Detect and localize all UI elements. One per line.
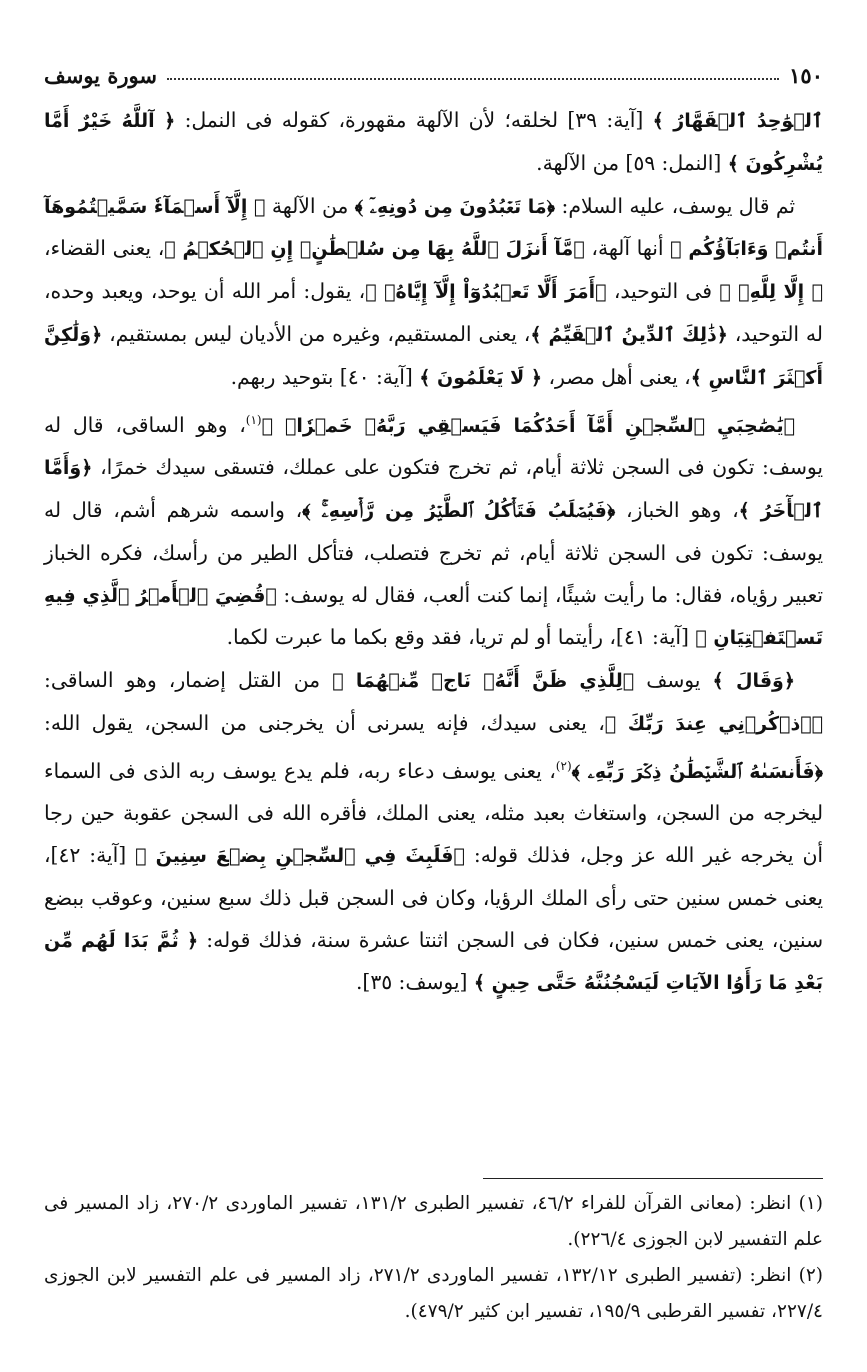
- commentary-text: [النمل: ٥٩] من الآلهة.: [536, 150, 728, 175]
- quran-quote: ﴿وَلَٰكِنَّ أَكۡثَرَ ٱلنَّاسِ ﴾: [44, 323, 823, 389]
- main-text: [44, 100, 823, 1005]
- commentary-text: ، يعنى القضاء،: [44, 236, 165, 261]
- page-number: ١٥٠: [789, 63, 823, 88]
- quran-quote: ﴿مَا تَعۡبُدُونَ مِن دُونِهِۦٓ ﴾: [354, 195, 556, 218]
- commentary-text: [آية: ٣٩] لخلقه؛ لأن الآلهة مقهورة، كقوله فى النمل:: [175, 108, 653, 132]
- commentary-text: من القتل إضمار، وهو الساقى:: [44, 668, 333, 693]
- paragraph: [44, 400, 823, 661]
- commentary-text: أنها آلهة،: [584, 236, 671, 261]
- quran-quote: ﴿ذَٰلِكَ ٱلدِّينُ ٱلۡقَيِّمُ ﴾: [530, 323, 728, 346]
- commentary-text: ، يقول: أمر الله أن يوحد، ويعبد وحده، له التوحيد،: [44, 279, 823, 346]
- commentary-text: فى التوحيد،: [606, 279, 720, 304]
- commentary-text: ، يعنى سيدك، فإنه يسرنى أن يخرجنى من السجن، يقول الله:: [44, 710, 605, 735]
- footnote-1: (١) انظر: (معانى القرآن للفراء ٤٦/٢، تفسير الطبرى ١٣١/٢، تفسير الماوردى ٢٧٠/٢، زاد المسير فى علم التفسير لابن الجوزى ٢٢٦/٤).: [44, 1193, 824, 1250]
- quran-quote: ﴿ إِلَّآ أَسۡمَآءٗ سَمَّيۡتُمُوهَآ أَنتُمۡ وَءَابَآؤُكُم ﴾: [44, 195, 824, 261]
- quran-quote: ﴿فَلَبِثَ فِي ٱلسِّجۡنِ بِضۡعَ سِنِينَ ﴾: [135, 845, 465, 868]
- running-head: [44, 52, 823, 88]
- footnote-marker: (٢): [555, 758, 572, 773]
- quran-quote: ﴿يَٰصَٰحِبَيِ ٱلسِّجۡنِ أَمَّآ أَحَدُكُمَا فَيَسۡقِي رَبَّهُۥ خَمۡرٗاۖ ﴾: [261, 414, 795, 437]
- quran-quote: ﴿فَيُصۡلَبُ فَتَأۡكُلُ ٱلطَّيۡرُ مِن رَّأۡسِهِۦۚ ﴾: [302, 499, 616, 522]
- quran-quote: ﴿ إِلَّا لِلَّهِۚ ﴾: [719, 281, 824, 304]
- quran-quote: ﴿قُضِيَ ٱلۡأَمۡرُ ٱلَّذِي فِيهِ تَسۡتَفۡتِيَانِ ﴾: [44, 584, 823, 650]
- footnote-marker: (١): [245, 412, 262, 427]
- quran-quote: ﴿أَمَرَ أَلَّا تَعۡبُدُوٓاْ إِلَّآ إِيَّاهُۚ ﴾: [365, 281, 607, 304]
- commentary-text: ، وهو الخباز،: [615, 497, 739, 522]
- quran-quote: ﴿ ثُمَّ بَدَا لَهُم مِّن بَعْدِ مَا رَأَوُا الآيَاتِ لَيَسْجُنُنَّهُ حَتَّى حِينٍ ﴾: [44, 929, 823, 995]
- paragraph: [44, 100, 823, 186]
- quran-quote: ﴿لِلَّذِي ظَنَّ أَنَّهُۥ نَاجٖ مِّنۡهُمَا ﴾: [332, 670, 635, 693]
- commentary-text: [آية: ٤٢]، يعنى خمس سنين حتى رأى الملك الرؤيا، وكان فى السجن قبل ذلك سبع سنين، وعوقب ببضع سنين، يعنى خمس سنين، فكان فى السجن اثنتا عشرة سنة، فذلك قوله:: [44, 843, 824, 952]
- footnote-separator: [483, 1178, 823, 1179]
- commentary-text: من الآلهة: [265, 193, 355, 218]
- commentary-text: ، وهو الساقى، قال له يوسف: تكون فى السجن ثلاثة أيام، ثم تخرج فتكون على عملك، فتسقى سيدك خمرًا،: [44, 412, 823, 480]
- paragraph: [44, 660, 823, 1005]
- footnotes: [44, 1186, 823, 1330]
- quran-quote: ﴿مَّآ أَنزَلَ ٱللَّهُ بِهَا مِن سُلۡطَٰنٍۚ إِنِ ٱلۡحُكۡمُ ﴾: [164, 238, 585, 261]
- dotted-leader: [167, 78, 779, 80]
- commentary-text: [آية: ٤٠] بتوحيد ربهم.: [230, 364, 420, 389]
- commentary-text: ، يعنى يوسف دعاء ربه، فلم يدع يوسف ربه الذى فى السماء ليخرجه من السجن، واستغاث بعبد مثله، يعنى الملك، فأقره الله فى السجن عقوبة حين رجا أن يخرجه غير الله عز وجل، فذلك قوله:: [44, 758, 823, 868]
- commentary-text: [يوسف: ٣٥].: [355, 970, 474, 995]
- quran-quote: ﴿وَقَالَ ﴾: [712, 670, 795, 693]
- commentary-text: [آية: ٤١]، رأيتما أو لم تريا، فقد وقع بكما ما عبرت لكما.: [226, 625, 696, 650]
- footnote-2: (٢) انظر: (تفسير الطبرى ١٣٢/١٢، تفسير الماوردى ٢٧١/٢، زاد المسير فى علم التفسير لابن الجوزى ٢٢٧/٤، تفسير القرطبى ١٩٥/٩، تفسير ابن كثير ٤٧٩/٢).: [44, 1265, 824, 1322]
- commentary-text: ، واسمه شرهم أشم، قال له يوسف: تكون فى السجن ثلاثة أيام، ثم تخرج فتصلب، فتأكل الطير من رأسك، فكره الخباز تعبير رؤياه، فقال: ما رأيت شيئًا، إنما كنت ألعب، فقال له يوسف:: [44, 497, 823, 607]
- commentary-text: ثم قال يوسف، عليه السلام:: [555, 193, 796, 218]
- paragraph: [44, 186, 823, 400]
- surah-title: سورة يوسف: [44, 63, 157, 88]
- commentary-text: ، يعنى المستقيم، وغيره من الأديان ليس بمستقيم،: [102, 321, 531, 346]
- quran-quote: ﴿ آللَّهُ خَيْرٌ أَمَّا يُشْرِكُونَ ﴾: [44, 110, 823, 175]
- quran-quote: ٱلۡوَٰحِدُ ٱلۡقَهَّارُ ﴾: [652, 110, 823, 132]
- quran-quote: ﴿ لَا يَعْلَمُونَ ﴾: [419, 366, 543, 389]
- quran-quote: ﴿ٱذۡكُرۡنِي عِندَ رَبِّكَ ﴾: [604, 712, 823, 735]
- quran-quote: ﴿وَأَمَّا ٱلۡأٓخَرُ ﴾: [44, 457, 823, 522]
- commentary-text: ، يعنى أهل مصر،: [542, 364, 691, 389]
- quran-quote: ﴿فَأَنسَىٰهُ ٱلشَّيۡطَٰنُ ذِكۡرَ رَبِّهِۦ ﴾: [571, 760, 823, 783]
- commentary-text: يوسف: [634, 668, 713, 693]
